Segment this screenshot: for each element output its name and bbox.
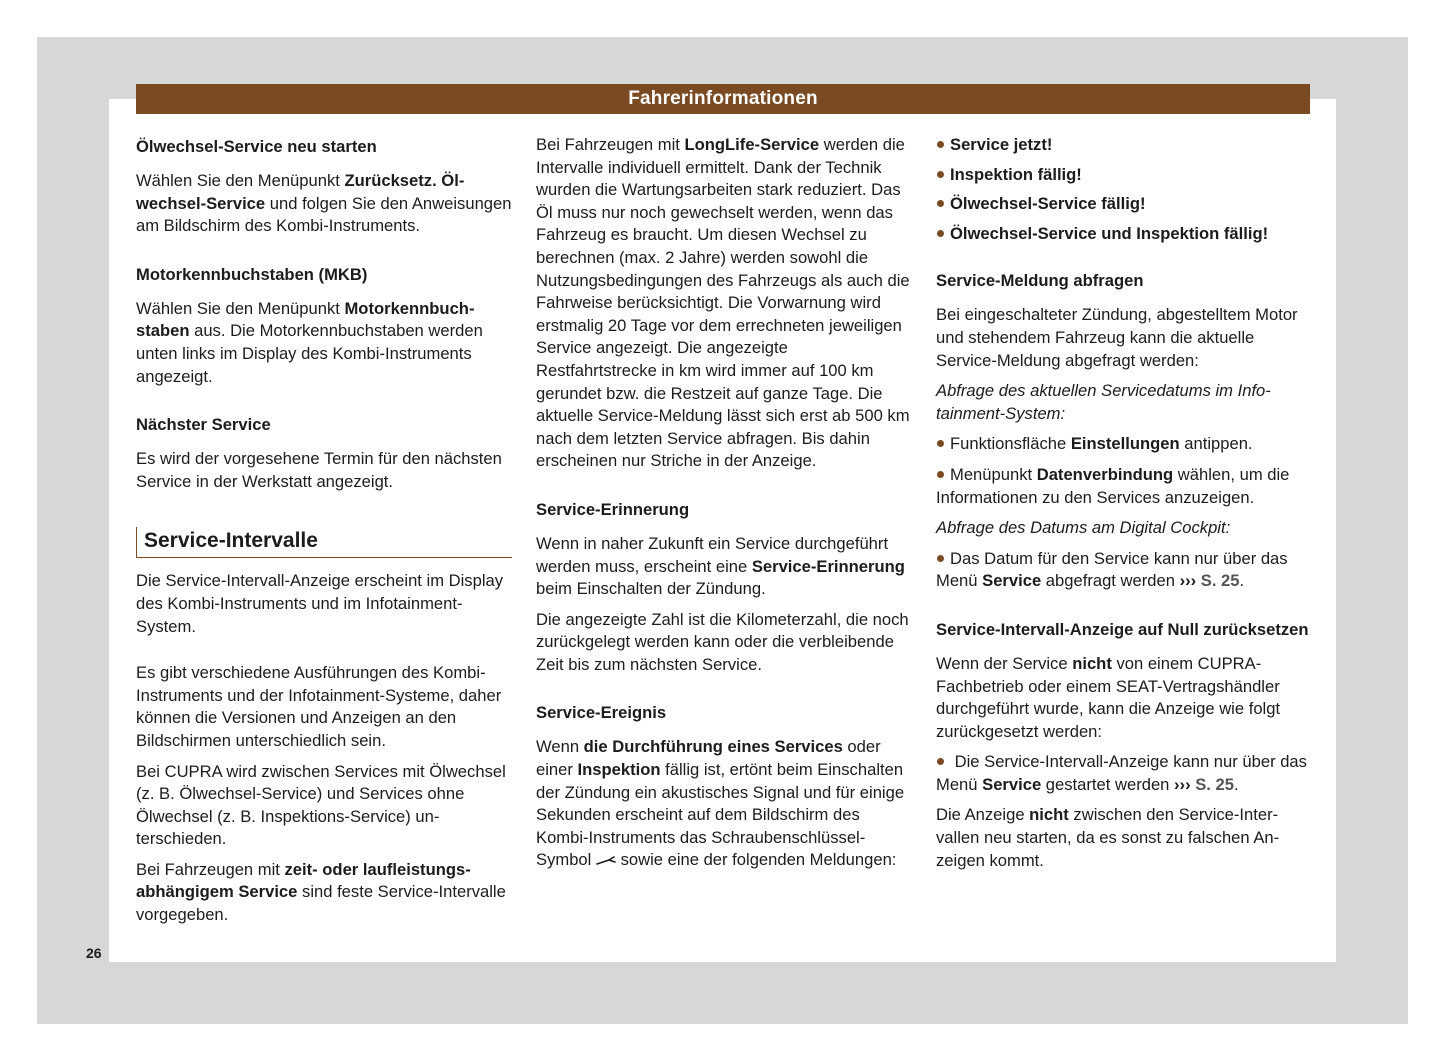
- paragraph-si-4: [136, 859, 512, 927]
- text: Menüpunkt: [950, 464, 1037, 484]
- message-item: [936, 223, 1312, 246]
- bullet-icon: [937, 200, 944, 207]
- text: Bei Fahrzeugen mit: [536, 135, 685, 154]
- text: wählen, um die Informationen zu den Services anzuzeigen.: [936, 464, 1290, 507]
- step-1: [936, 433, 1312, 456]
- message-item: [936, 164, 1312, 187]
- message-text: Service jetzt!: [950, 135, 1053, 154]
- paragraph-final: [936, 804, 1312, 872]
- emphasis: Einstellungen: [1070, 434, 1180, 454]
- emphasis: Inspektion: [577, 760, 661, 780]
- emphasis: nicht: [1029, 805, 1069, 825]
- text: Wenn: [536, 737, 584, 757]
- bullet-icon: [937, 758, 944, 765]
- wrench-icon: [596, 856, 616, 866]
- message-text: Ölwechsel-Service und Inspektion fällig!: [950, 223, 1269, 243]
- column-2: [536, 134, 912, 880]
- reference-arrows-icon: ›››: [1174, 774, 1191, 794]
- message-item: [936, 193, 1312, 216]
- text: fällig ist, ertönt beim Einschalten der Zündung ein akustisches Signal und für einige Sekunden erscheint auf dem Bildschirm des Kombi-Instruments das Schraubenschlüssel-Symbol: [536, 760, 905, 870]
- emphasis: Datenverbindung: [1036, 464, 1174, 484]
- heading-oil-reset: Ölwechsel-Service neu starten: [136, 137, 377, 156]
- page-number: 26: [86, 945, 102, 961]
- emphasis: zeit- oder laufleistungsabhängigem Service: [136, 859, 471, 902]
- label-query-cockpit: [936, 517, 1312, 540]
- text: Wählen Sie den Menüpunkt: [136, 171, 345, 190]
- bullet-icon: [937, 230, 944, 237]
- paragraph-si-3: Bei CUPRA wird zwischen Services mit Ölwechsel (z. B. Ölwechsel-Service) und Services ohne Ölwechsel (z. B. Inspektions-Service) unterschieden.: [136, 761, 506, 849]
- emphasis: Service-Erinnerung: [751, 556, 905, 576]
- italic-label: Abfrage des aktuellen Servicedatums im Infotainment-System:: [936, 381, 1271, 423]
- paragraph-longlife: [536, 134, 912, 473]
- text: sind feste Service-Intervalle vorgegeben.: [136, 882, 506, 925]
- heading-service-reminder: Service-Erinnerung: [536, 499, 690, 519]
- message-text: Ölwechsel-Service fällig!: [950, 194, 1146, 214]
- step-2: [936, 464, 1312, 509]
- menu-item-name: Zurücksetz. Ölwechsel-Service: [136, 171, 465, 213]
- heading-next-service: Nächster Service: [136, 415, 271, 435]
- text: Funktionsfläche: [950, 434, 1071, 454]
- paragraph-reminder-2: Die angezeigte Zahl ist die Kilometerzahl, die noch zurückgelegt werden kann oder die verbleibende Zeit bis zum nächsten Service.: [536, 609, 909, 674]
- heading-service-event: Service-Ereignis: [536, 703, 667, 723]
- step-4: Die Service-Intervall-Anzeige kann nur über das Menü Service gestartet werden ››› S. 25.: [936, 752, 1307, 794]
- heading-query-message: Service-Meldung abfragen: [936, 271, 1144, 291]
- emphasis: Service: [982, 774, 1042, 794]
- paragraph-si-1: Die Service-Intervall-Anzeige erscheint im Display des Kombi-Instruments und im Infotainment-System.: [136, 571, 504, 636]
- message-text: Inspektion fällig!: [950, 164, 1082, 184]
- paragraph-si-2: Es gibt verschiedene Ausführungen des Kombi-Instruments und der Infotainment-Systeme, daher können die Versionen und Anzeigen an den Bildschirmen unterschiedlich sein.: [136, 663, 502, 750]
- page-reference-link[interactable]: S. 25: [1200, 571, 1240, 591]
- text: sowie eine der folgenden Meldungen:: [615, 850, 897, 870]
- text: Wählen Sie den Menüpunkt: [136, 298, 345, 318]
- italic-label: Abfrage des Datums am Digital Cockpit:: [936, 518, 1231, 538]
- text: Wenn in naher Zukunft ein Service durchgeführt werden muss, erscheint eine: [536, 533, 889, 576]
- step-3: Das Datum für den Service kann nur über das Menü Service abgefragt werden ››› S. 25.: [936, 548, 1288, 591]
- text: beim Einschalten der Zündung.: [536, 579, 766, 599]
- emphasis: die Durchführung eines Services: [583, 737, 843, 757]
- text: werden die Intervalle individuell ermittelt. Dank der Technik wurden die Wartungsarbeiten stark reduziert. Das Öl muss nur noch gewechselt werden, wenn das Fahrzeug es braucht. Um diesen Wechsel zu berechnen (max. 2 Jahre) werden sowohl die Nutzungsbedingungen des Fahrzeugs als auch die Fahrweise berücksichtigt. Die Vorwarnung wird erstmalig 20 Tage vor dem errechneten jeweiligen Service angezeigt. Die angezeigte Restfahrtstrecke in km wird immer auf 100 km gerundet bzw. die Restzeit auf ganze Tage. Die aktuelle Service-Meldung lässt sich erst ab 500 km nach dem letzten Service abfragen. Bis dahin erscheinen nur Striche in der Anzeige.: [536, 135, 910, 471]
- emphasis: LongLife-Service: [684, 135, 820, 154]
- text: und folgen Sie den Anweisungen am Bildschirm des Kombi-Instruments.: [136, 193, 512, 236]
- text: Das Datum für den Service kann nur über das Menü: [936, 548, 1288, 591]
- heading-reset: Service-Intervall-Anzeige auf Null zurücksetzen: [936, 619, 1309, 639]
- bullet-icon: [937, 471, 944, 478]
- text: antippen.: [1179, 434, 1253, 454]
- chapter-header: Fahrerinformationen: [136, 84, 1310, 114]
- label-query-infotainment: [936, 380, 1312, 425]
- bullet-icon: [937, 440, 944, 447]
- text: Bei Fahrzeugen mit: [136, 859, 285, 879]
- column-3: [936, 134, 1312, 880]
- message-item: [936, 134, 1312, 157]
- page-reference-link[interactable]: S. 25: [1195, 774, 1234, 794]
- column-1: [136, 134, 512, 935]
- menu-item-name: Motorkennbuchstaben: [136, 298, 475, 341]
- text: Die Service-Intervall-Anzeige kann nur über das Menü: [936, 752, 1307, 794]
- bullet-icon: [937, 555, 944, 562]
- paragraph-mkb: [136, 298, 512, 388]
- paragraph-reminder-1: [536, 533, 912, 601]
- emphasis: Service: [982, 571, 1042, 591]
- text: zwischen den Service-Intervallen neu starten, da es sonst zu falschen Anzeigen kommt.: [936, 805, 1280, 870]
- paragraph-query: Bei eingeschalteter Zündung, abgestelltem Motor und stehendem Fahrzeug kann die aktuelle Service-Meldung abgefragt werden:: [936, 305, 1298, 370]
- text: Wenn der Service: [936, 653, 1073, 673]
- section-title-service-intervals: Service-Intervalle: [136, 527, 512, 558]
- bullet-icon: [937, 171, 944, 178]
- text: Die Anzeige: [936, 805, 1030, 825]
- text: abgefragt werden: [1041, 571, 1180, 591]
- reference-arrows-icon: ›››: [1179, 571, 1197, 591]
- text: gestartet werden: [1041, 774, 1175, 794]
- emphasis: nicht: [1072, 653, 1112, 673]
- paragraph-service-event: [536, 736, 912, 872]
- paragraph-reset: [936, 653, 1312, 743]
- heading-mkb: Motorkennbuchstaben (MKB): [136, 264, 368, 284]
- text: von einem CUPRA-Fachbetrieb oder einem SEAT-Vertragshändler durchgeführt wurde, kann die Anzeige wie folgt zurückgesetzt werden:: [936, 653, 1281, 741]
- bullet-icon: [937, 141, 944, 148]
- text: oder einer: [536, 737, 881, 780]
- paragraph-oil-reset: [136, 170, 512, 238]
- text: aus. Die Motorkennbuchstaben werden unten links im Display des Kombi-Instruments angezeigt.: [136, 321, 483, 386]
- paragraph-next-service: Es wird der vorgesehene Termin für den nächsten Service in der Werkstatt angezeigt.: [136, 449, 502, 491]
